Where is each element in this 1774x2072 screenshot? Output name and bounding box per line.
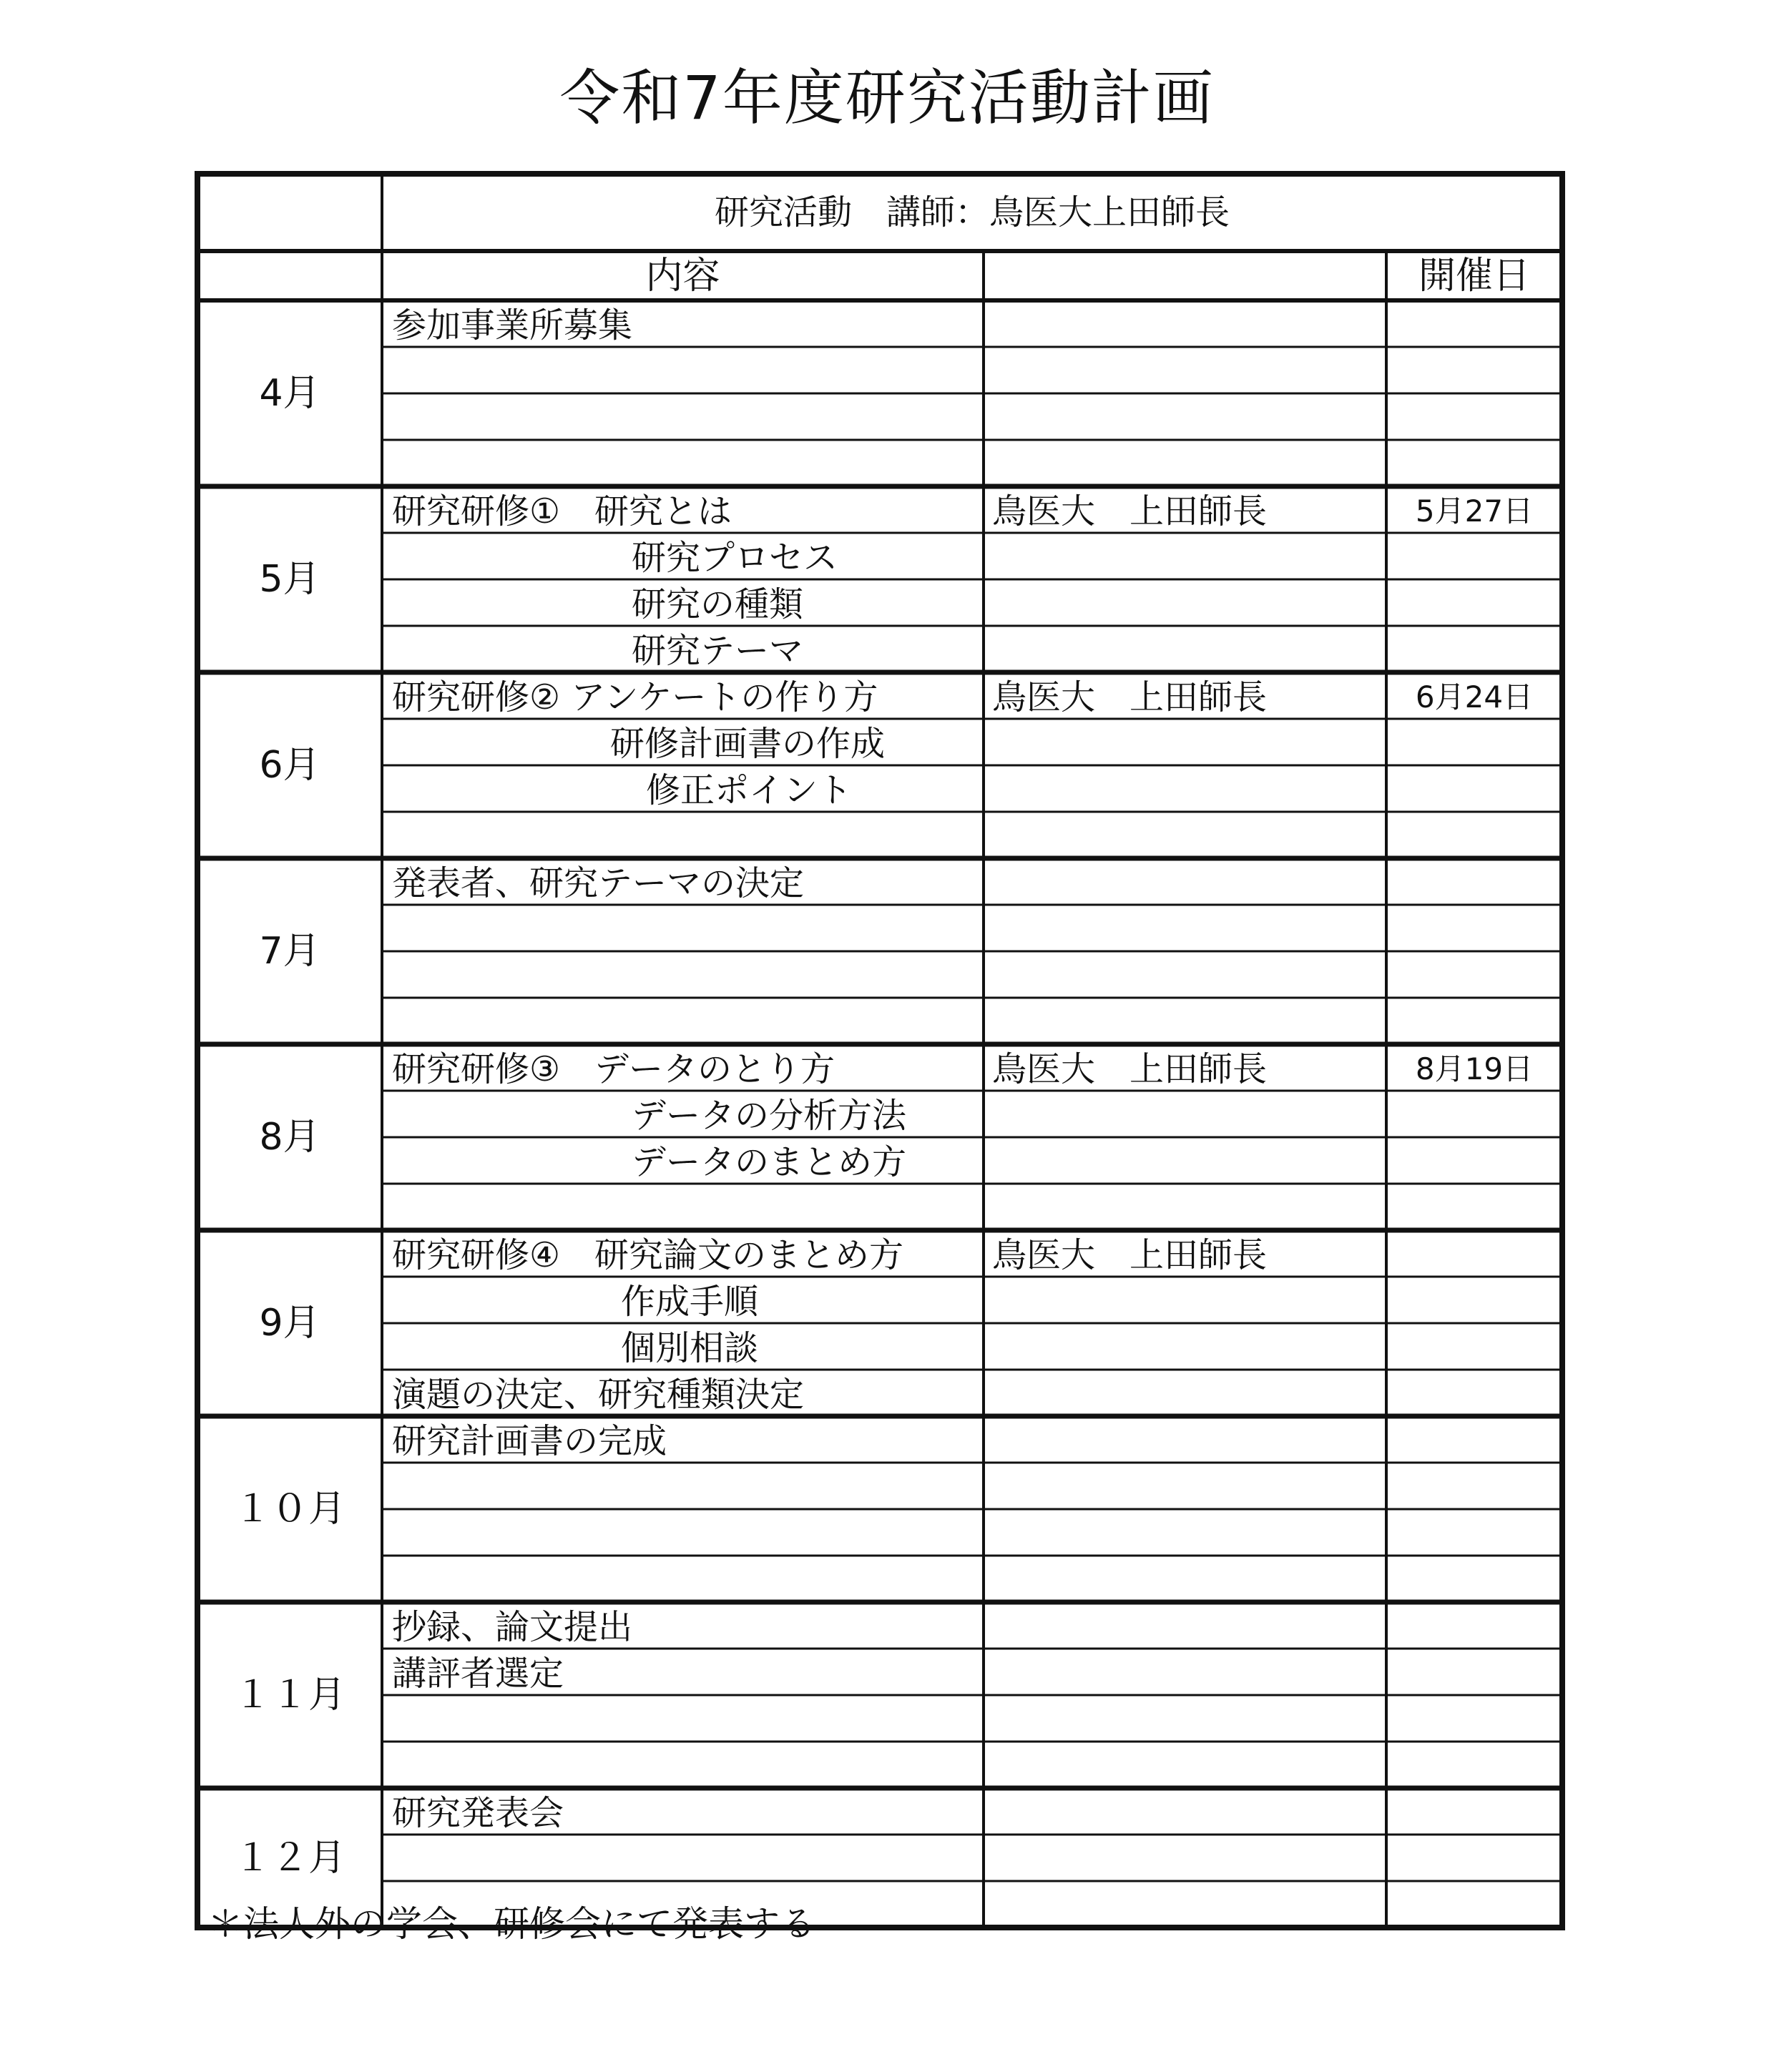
lecturer-name (984, 1882, 1386, 1929)
lecturer-name (984, 1139, 1386, 1185)
lecturer-name (984, 627, 1386, 674)
lecturer-name (984, 1185, 1386, 1232)
lecturer-name: 鳥医大 上田師長 (992, 1234, 1268, 1275)
session-date (1386, 1185, 1562, 1232)
activity-content: 研究テーマ (632, 630, 804, 671)
session-date (1386, 1789, 1562, 1836)
session-date (1386, 720, 1562, 767)
column-header-content: 内容 (645, 254, 720, 298)
column-header-month (197, 251, 382, 300)
lecturer-name (984, 1325, 1386, 1371)
activity-content: 研究計画書の完成 (392, 1420, 667, 1461)
activity-content (382, 1697, 984, 1743)
activity-content (382, 395, 984, 441)
activity-content (382, 1185, 984, 1232)
lecturer-name (984, 441, 1386, 488)
month-label: １２月 (233, 1836, 346, 1880)
lecturer-name (984, 767, 1386, 813)
session-date (1386, 1650, 1562, 1697)
lecturer-name: 鳥医大 上田師長 (992, 677, 1268, 717)
month-label: １１月 (233, 1674, 346, 1717)
session-date (1386, 581, 1562, 627)
session-date (1386, 534, 1562, 581)
lecturer-name (984, 581, 1386, 627)
activity-content: 研究研修④ 研究論文のまとめ方 (392, 1234, 904, 1275)
footnote: ＊法人外の学会、研修会にて発表する (207, 1903, 815, 1945)
session-date (1386, 1882, 1562, 1929)
lecturer-name: 鳥医大 上田師長 (992, 1049, 1268, 1089)
instructor-header: 研究活動 講師：鳥医大上田師長 (714, 192, 1230, 232)
month-label: 7月 (259, 930, 320, 973)
session-date: 8月19日 (1415, 1051, 1534, 1086)
lecturer-name (984, 1557, 1386, 1604)
session-date (1386, 441, 1562, 488)
activity-content (382, 999, 984, 1046)
session-date (1386, 1371, 1562, 1418)
activity-content: 個別相談 (621, 1327, 759, 1368)
activity-content: 研究研修③ データのとり方 (392, 1049, 835, 1089)
month-label: １０月 (233, 1488, 346, 1531)
activity-content: 研究の種類 (632, 584, 804, 624)
column-header-date: 開催日 (1418, 254, 1530, 298)
session-date (1386, 1418, 1562, 1464)
activity-content: 研究発表会 (392, 1792, 564, 1833)
lecturer-name (984, 1092, 1386, 1139)
activity-content (382, 953, 984, 999)
session-date (1386, 813, 1562, 860)
lecturer-name (984, 395, 1386, 441)
lecturer-name (984, 1464, 1386, 1511)
session-date (1386, 1743, 1562, 1789)
lecturer-name (984, 1789, 1386, 1836)
session-date (1386, 348, 1562, 395)
activity-content (382, 1743, 984, 1789)
activity-content: データの分析方法 (632, 1095, 907, 1136)
session-date (1386, 1836, 1562, 1882)
page-title: 令和7年度研究活動計画 (559, 63, 1215, 133)
activity-content: 作成手順 (621, 1281, 759, 1322)
month-label: 5月 (259, 558, 320, 601)
session-date (1386, 953, 1562, 999)
activity-content: 研究プロセス (632, 537, 838, 578)
lecturer-name (984, 1697, 1386, 1743)
lecturer-name (984, 1604, 1386, 1650)
lecturer-name (984, 348, 1386, 395)
lecturer-name: 鳥医大 上田師長 (992, 491, 1268, 531)
activity-content (382, 1557, 984, 1604)
lecturer-name (984, 999, 1386, 1046)
activity-content: 参加事業所募集 (392, 305, 633, 345)
lecturer-name (984, 1418, 1386, 1464)
month-label: 4月 (259, 372, 320, 415)
session-date (1386, 1464, 1562, 1511)
activity-content: データのまとめ方 (632, 1141, 907, 1182)
activity-content: 研究研修① 研究とは (392, 491, 732, 531)
lecturer-name (984, 1371, 1386, 1418)
session-date (1386, 627, 1562, 674)
session-date (1386, 1139, 1562, 1185)
activity-content (382, 906, 984, 953)
session-date (1386, 395, 1562, 441)
lecturer-name (984, 720, 1386, 767)
session-date (1386, 1232, 1562, 1278)
activity-content: 研修計画書の作成 (610, 723, 886, 764)
session-date (1386, 1511, 1562, 1557)
activity-content (382, 441, 984, 488)
activity-content (382, 1511, 984, 1557)
lecturer-name (984, 860, 1386, 906)
activity-content (382, 348, 984, 395)
lecturer-name (984, 1511, 1386, 1557)
activity-content: 抄録、論文提出 (392, 1606, 633, 1647)
session-date (1386, 1092, 1562, 1139)
session-date (1386, 1325, 1562, 1371)
session-date: 6月24日 (1415, 679, 1534, 715)
activity-content: 研究研修② アンケートの作り方 (392, 677, 878, 717)
session-date (1386, 1604, 1562, 1650)
month-label: 9月 (259, 1302, 320, 1345)
lecturer-name (984, 1743, 1386, 1789)
activity-content: 発表者、研究テーマの決定 (392, 863, 805, 903)
column-header-lecturer (984, 251, 1386, 300)
month-label: 6月 (259, 744, 320, 787)
lecturer-name (984, 813, 1386, 860)
activity-content: 修正ポイント (646, 770, 853, 810)
session-date (1386, 860, 1562, 906)
session-date (1386, 1278, 1562, 1325)
lecturer-name (984, 1836, 1386, 1882)
session-date (1386, 1557, 1562, 1604)
activity-content (382, 1464, 984, 1511)
activity-content: 講評者選定 (392, 1653, 564, 1694)
session-date (1386, 1697, 1562, 1743)
session-date (1386, 302, 1562, 348)
session-date (1386, 999, 1562, 1046)
month-label: 8月 (259, 1116, 320, 1159)
session-date: 5月27日 (1415, 493, 1534, 529)
activity-content (382, 1836, 984, 1882)
lecturer-name (984, 906, 1386, 953)
activity-content (382, 813, 984, 860)
lecturer-name (984, 1278, 1386, 1325)
lecturer-name (984, 534, 1386, 581)
lecturer-name (984, 302, 1386, 348)
activity-content: 演題の決定、研究種類決定 (392, 1374, 805, 1415)
lecturer-name (984, 1650, 1386, 1697)
session-date (1386, 767, 1562, 813)
session-date (1386, 906, 1562, 953)
lecturer-name (984, 953, 1386, 999)
